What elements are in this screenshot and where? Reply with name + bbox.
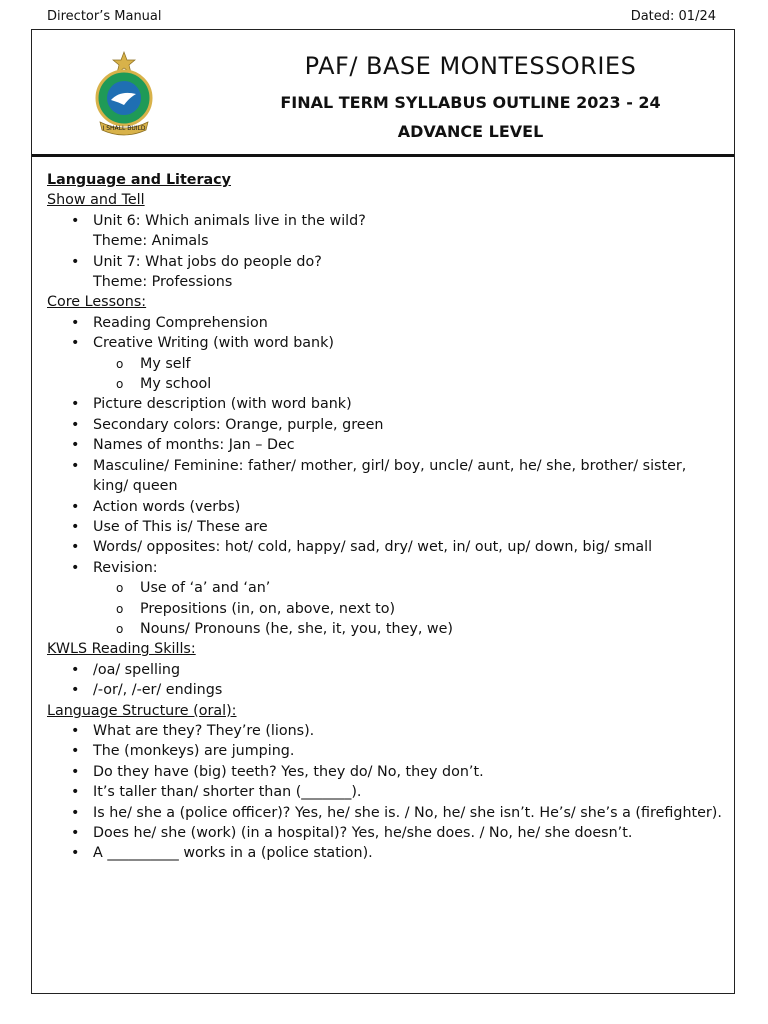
list-item: • Creative Writing (with word bank) (47, 333, 724, 353)
list-item: • What are they? They’re (lions). (47, 721, 724, 741)
page-title: PAF/ BASE MONTESSORIES (304, 52, 637, 80)
paf-emblem-logo (84, 50, 164, 140)
core-lessons-list (47, 313, 724, 640)
list-item: • Use of This is/ These are (47, 517, 724, 537)
list-item: • Names of months: Jan – Dec (47, 435, 724, 455)
page-subtitle: FINAL TERM SYLLABUS OUTLINE 2023 - 24 (280, 93, 661, 112)
sub-list-item: o Nouns/ Pronouns (he, she, it, you, they, we) (47, 619, 724, 639)
list-item: • Is he/ she a (police officer)? Yes, he/ she is. / No, he/ she isn’t. He’s/ she’s a (firefighter). (47, 803, 724, 823)
level-label: ADVANCE LEVEL (397, 122, 544, 141)
page-frame (31, 29, 735, 994)
list-item: • The (monkeys) are jumping. (47, 741, 724, 761)
show-tell-list (47, 211, 724, 293)
theme-label: Theme: Animals (93, 233, 209, 250)
list-item: • Action words (verbs) (47, 497, 724, 517)
list-item: • Reading Comprehension (47, 313, 724, 333)
document-label: Director’s Manual (47, 9, 162, 24)
list-item: • It’s taller than/ shorter than (_______). (47, 782, 724, 802)
header (32, 30, 734, 157)
show-tell-title: Show and Tell (47, 192, 145, 209)
section-title: Language and Literacy (47, 172, 231, 188)
kwls-title: KWLS Reading Skills: (47, 641, 196, 658)
list-item: • /-or/, /-er/ endings (47, 680, 724, 700)
list-item: • Picture description (with word bank) (47, 394, 724, 414)
list-item: • Do they have (big) teeth? Yes, they do/ No, they don’t. (47, 762, 724, 782)
list-item: • /oa/ spelling (47, 660, 724, 680)
sub-list-item: o My self (47, 354, 724, 374)
language-structure-title: Language Structure (oral): (47, 702, 237, 719)
syllabus-content (47, 170, 724, 864)
list-item: • Masculine/ Feminine: father/ mother, girl/ boy, uncle/ aunt, he/ she, brother/ sister, king/ queen (47, 456, 724, 497)
list-item: • Words/ opposites: hot/ cold, happy/ sad, dry/ wet, in/ out, up/ down, big/ small (47, 537, 724, 557)
list-item: • Unit 7: What jobs do people do? (47, 252, 724, 272)
list-item: • A __________ works in a (police station). (47, 843, 724, 863)
list-item: • Does he/ she (work) (in a hospital)? Yes, he/she does. / No, he/ she doesn’t. (47, 823, 724, 843)
logo-motto: I SHALL BUILD (102, 125, 146, 132)
list-item: • Revision: (47, 558, 724, 578)
theme-label: Theme: Professions (93, 274, 233, 291)
kwls-list (47, 660, 724, 701)
sub-list-item: o Prepositions (in, on, above, next to) (47, 599, 724, 619)
document-date: Dated: 01/24 (630, 9, 716, 24)
list-item: • Secondary colors: Orange, purple, green (47, 415, 724, 435)
core-lessons-title: Core Lessons: (47, 294, 147, 311)
list-item: • Unit 6: Which animals live in the wild? (47, 211, 724, 231)
sub-list-item: o My school (47, 374, 724, 394)
sub-list-item: o Use of ‘a’ and ‘an’ (47, 578, 724, 598)
language-structure-list (47, 721, 724, 864)
